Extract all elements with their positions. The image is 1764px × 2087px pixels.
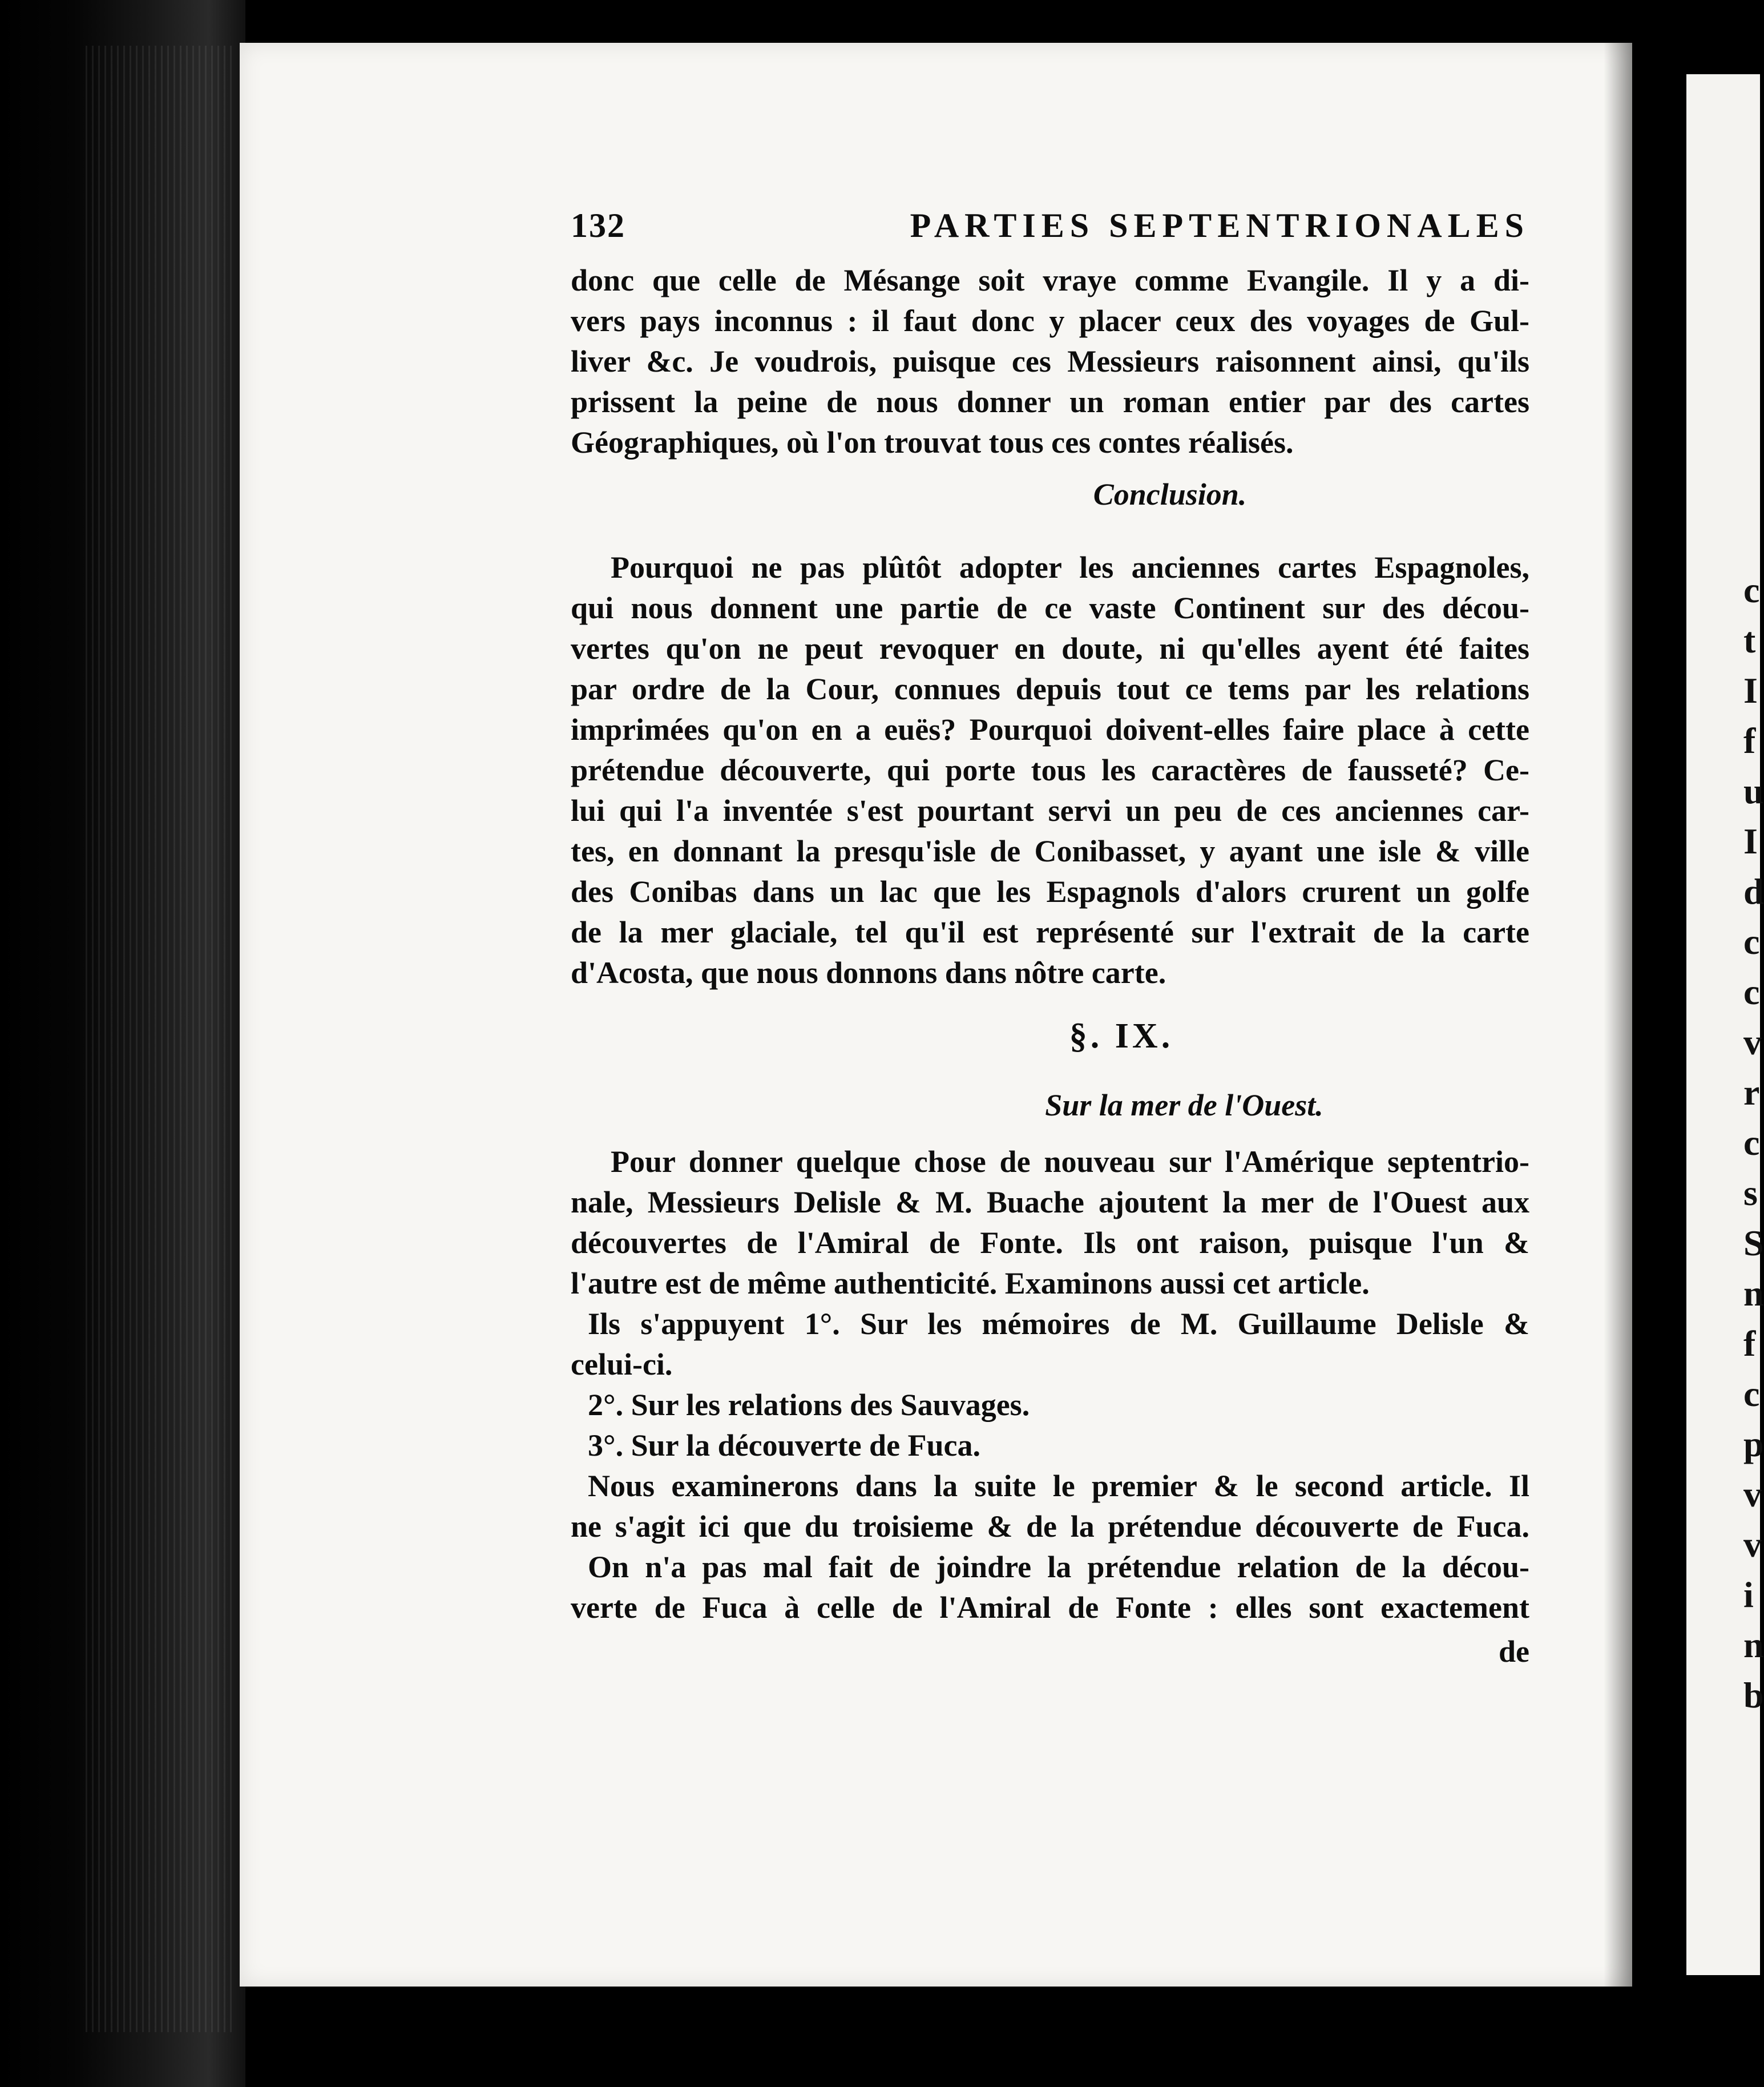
paragraph-3 — [571, 1142, 1529, 1304]
gutter-shadow — [1604, 43, 1644, 1987]
text-line: lui qui l'a inventée s'est pourtant servi un peu de ces anciennes car- — [571, 793, 1529, 828]
text-line: imprimées qu'on en a euës? Pourquoi doivent-elles faire place à cette — [571, 712, 1529, 747]
section-number: §. IX. — [1069, 1017, 1174, 1055]
page-edges — [86, 46, 234, 2032]
section-title: Sur la mer de l'Ouest. — [1045, 1088, 1323, 1122]
facing-page-letters: c t I f u I d c c v r c s S n f c p v v i n b — [1743, 570, 1764, 1715]
text-line: l'autre est de même authenticité. Examinons aussi cet article. — [571, 1266, 1370, 1300]
page-text — [571, 194, 1529, 1672]
catchword: de — [1499, 1634, 1529, 1669]
list-item: 2°. Sur les relations des Sauvages. — [588, 1388, 1030, 1422]
text-line: tes, en donnant la presqu'isle de Conibasset, y ayant une isle & ville — [571, 834, 1529, 868]
paragraph-5 — [571, 1466, 1529, 1547]
list-item: 3°. Sur la découverte de Fuca. — [588, 1428, 981, 1462]
text-line: vers pays inconnus : il faut donc y placer ceux des voyages de Gul- — [571, 304, 1529, 338]
text-line: Géographiques, où l'on trouvat tous ces contes réalisés. — [571, 425, 1294, 460]
conclusion-heading: Conclusion. — [1093, 477, 1247, 511]
text-line: nale, Messieurs Delisle & M. Buache ajoutent la mer de l'Ouest aux — [571, 1185, 1529, 1219]
text-line: Ils s'appuyent 1°. Sur les mémoires de M. Guillaume Delisle & — [588, 1307, 1529, 1341]
text-line: liver &c. Je voudrois, puisque ces Messieurs raisonnent ainsi, qu'ils — [571, 344, 1529, 378]
text-line: donc que celle de Mésange soit vraye comme Evangile. Il y a di- — [571, 263, 1529, 297]
numbered-list — [571, 1385, 1529, 1466]
text-line: Pour donner quelque chose de nouveau sur l'Amérique septentrio- — [611, 1145, 1529, 1179]
text-line: ne s'agit ici que du troisieme & de la prétendue découverte de Fuca. — [571, 1509, 1529, 1544]
text-line: vertes qu'on ne peut revoquer en doute, ni qu'elles ayent été faites — [571, 631, 1529, 666]
running-title: PARTIES SEPTENTRIONALES — [910, 207, 1529, 244]
text-line: prissent la peine de nous donner un roman entier par des cartes — [571, 385, 1529, 419]
text-line: Nous examinerons dans la suite le premier & le second article. Il — [588, 1469, 1529, 1503]
text-line: des Conibas dans un lac que les Espagnols d'alors crurent un golfe — [571, 875, 1529, 909]
text-line: qui nous donnent une partie de ce vaste Continent sur des décou- — [571, 591, 1529, 625]
paragraph-6 — [571, 1547, 1529, 1628]
text-line: découvertes de l'Amiral de Fonte. Ils ont raison, puisque l'un & — [571, 1226, 1529, 1260]
paragraph-4 — [571, 1304, 1529, 1385]
text-line: par ordre de la Cour, connues depuis tout ce tems par les relations — [571, 672, 1529, 706]
text-line: prétendue découverte, qui porte tous les caractères de fausseté? Ce- — [571, 753, 1529, 787]
paragraph-2 — [571, 547, 1529, 993]
text-line: On n'a pas mal fait de joindre la prétendue relation de la décou- — [588, 1550, 1529, 1584]
text-line: de la mer glaciale, tel qu'il est représenté sur l'extrait de la carte — [571, 915, 1529, 949]
text-line: verte de Fuca à celle de l'Amiral de Fonte : elles sont exactement — [571, 1590, 1529, 1625]
text-line: d'Acosta, que nous donnons dans nôtre carte. — [571, 956, 1166, 990]
text-line: celui-ci. — [571, 1347, 673, 1381]
running-header — [571, 194, 1529, 257]
paragraph-1 — [571, 260, 1529, 463]
page-number: 132 — [571, 207, 625, 244]
text-line: Pourquoi ne pas plûtôt adopter les anciennes cartes Espagnoles, — [611, 550, 1529, 585]
